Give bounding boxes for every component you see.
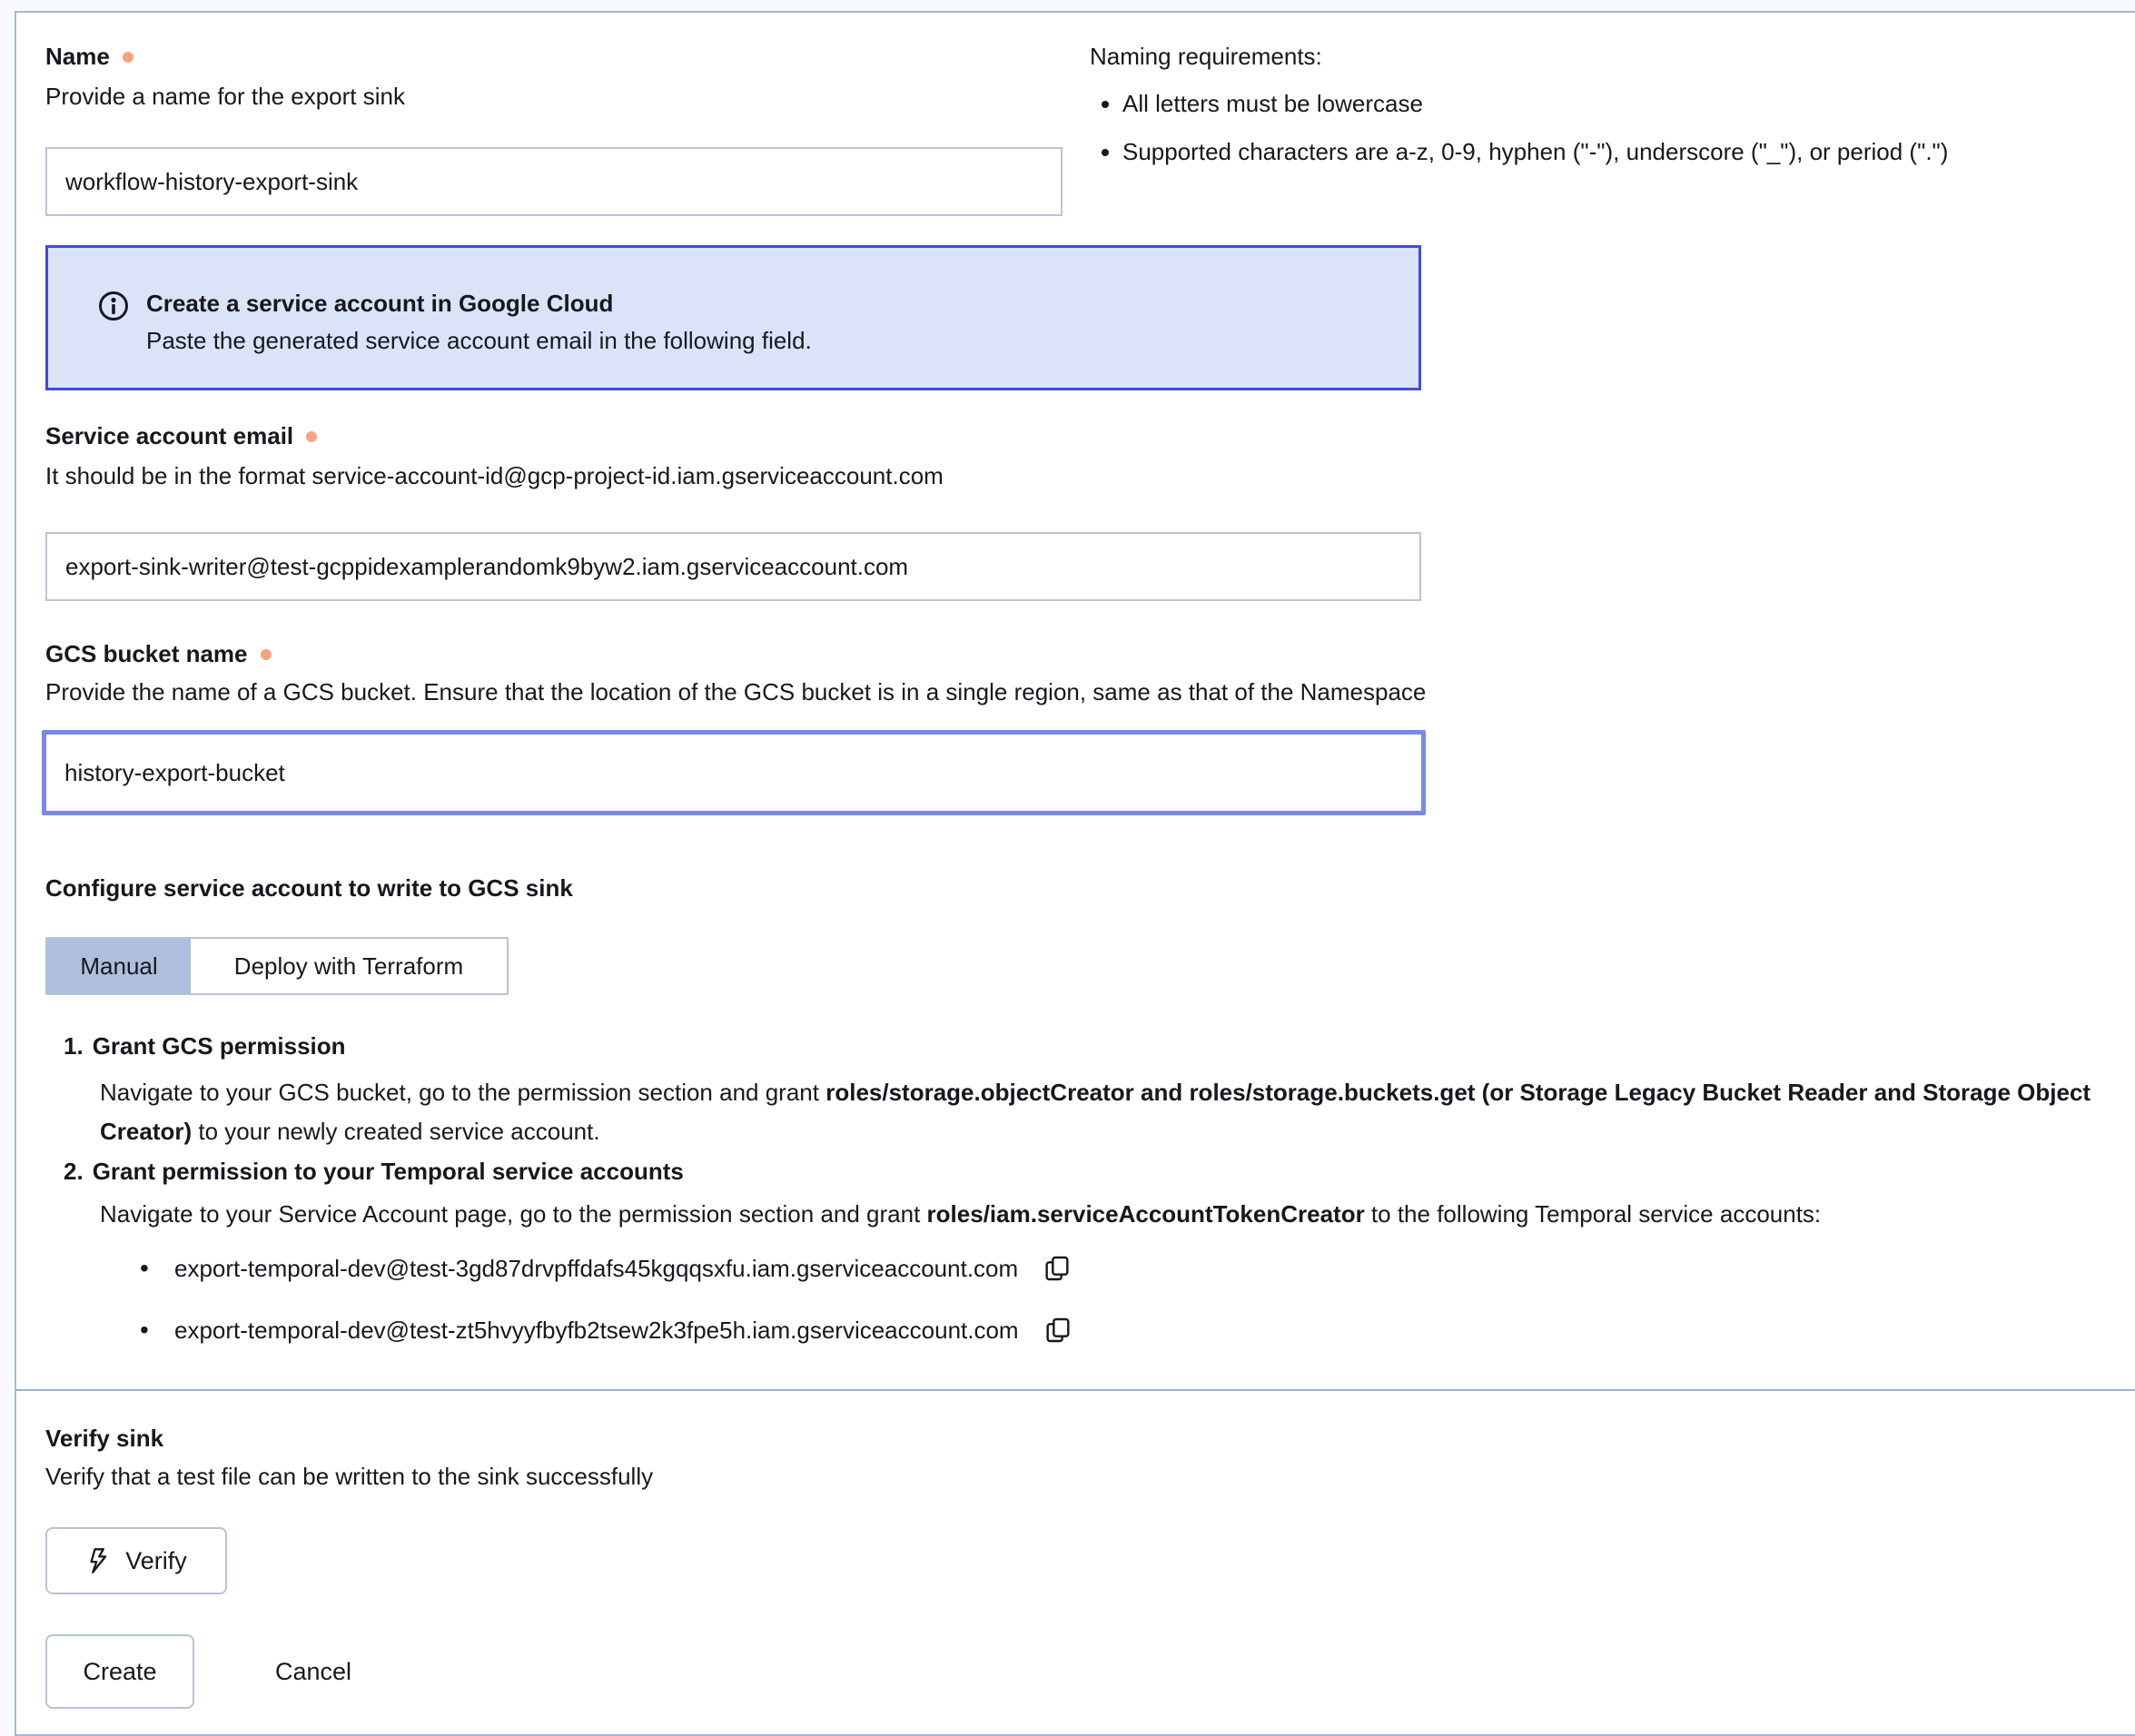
verify-button-label: Verify xyxy=(125,1546,187,1574)
step-2-body xyxy=(100,1195,2098,1234)
step-2-body-suffix: to the following Temporal service accounts: xyxy=(1364,1200,1822,1228)
info-banner-body: Paste the generated service account email in the following field. xyxy=(146,327,812,355)
export-sink-form-panel xyxy=(15,11,2135,1736)
service-account-help: It should be in the format service-account-id@gcp-project-id.iam.gserviceaccount.com xyxy=(45,462,944,489)
configure-section-title: Configure service account to write to GCS sink xyxy=(45,874,573,902)
service-account-email-input[interactable]: export-sink-writer@test-gcppidexamplerandomk9byw2.iam.gserviceaccount.com xyxy=(45,532,1421,601)
name-input[interactable]: workflow-history-export-sink xyxy=(45,147,1063,216)
section-divider xyxy=(16,1389,2135,1391)
configure-tabs xyxy=(45,937,509,995)
info-banner xyxy=(45,245,1421,390)
verify-button[interactable] xyxy=(45,1527,227,1594)
info-banner-title: Create a service account in Google Cloud xyxy=(146,290,614,317)
step-2-title-row xyxy=(64,1155,684,1188)
step-2-title: Grant permission to your Temporal service accounts xyxy=(92,1158,684,1185)
step-1-body xyxy=(100,1073,2098,1151)
step-1-body-bold: roles/storage.objectCreator and roles/storage.buckets.get (or Storage Legacy Bucket Reader and Storage Object Creator) xyxy=(100,1079,2091,1145)
naming-requirements xyxy=(1090,40,2135,182)
verify-section-help: Verify that a test file can be written to the sink successfully xyxy=(45,1463,654,1490)
tab-manual[interactable]: Manual xyxy=(47,939,191,993)
step-2-body-prefix: Navigate to your Service Account page, go to the permission section and grant xyxy=(100,1200,927,1228)
name-field-label: Name xyxy=(45,43,110,70)
service-account-label-row xyxy=(45,419,317,452)
copy-button[interactable] xyxy=(1042,1253,1072,1284)
name-field-help: Provide a name for the export sink xyxy=(45,83,405,110)
bucket-label-row xyxy=(45,637,272,670)
gcs-bucket-input[interactable]: history-export-bucket xyxy=(42,730,1426,815)
step-1-number: 1. xyxy=(64,1032,84,1060)
step-1-body-suffix: to your newly created service account. xyxy=(192,1117,600,1145)
cancel-button[interactable]: Cancel xyxy=(245,1634,381,1709)
info-icon xyxy=(97,290,130,322)
required-dot-icon xyxy=(306,431,317,442)
naming-requirement-item: • All letters must be lowercase xyxy=(1122,87,2135,120)
required-dot-icon xyxy=(123,52,133,63)
service-account-label: Service account email xyxy=(45,422,294,449)
temporal-service-account-row xyxy=(140,1315,1073,1346)
step-1-body-prefix: Navigate to your GCS bucket, go to the permission section and grant xyxy=(100,1079,826,1106)
verify-section-title: Verify sink xyxy=(45,1425,164,1452)
bucket-help: Provide the name of a GCS bucket. Ensure that the location of the GCS bucket is in a single region, same as that of the Namespace xyxy=(45,678,1427,705)
temporal-service-account-email: export-temporal-dev@test-3gd87drvpffdafs45kgqqsxfu.iam.gserviceaccount.com xyxy=(174,1254,1019,1282)
naming-requirements-title: Naming requirements: xyxy=(1090,43,1322,70)
step-1-title: Grant GCS permission xyxy=(92,1032,346,1060)
copy-button[interactable] xyxy=(1043,1315,1073,1346)
step-2-body-bold: roles/iam.serviceAccountTokenCreator xyxy=(926,1200,1365,1228)
create-button[interactable]: Create xyxy=(45,1634,194,1709)
required-dot-icon xyxy=(261,649,272,660)
name-field-label-row xyxy=(45,40,133,73)
step-2-number: 2. xyxy=(64,1158,84,1185)
tab-deploy-with-terraform[interactable]: Deploy with Terraform xyxy=(233,952,464,980)
step-1-title-row xyxy=(64,1030,346,1062)
bucket-label: GCS bucket name xyxy=(45,640,248,667)
temporal-service-account-email: export-temporal-dev@test-zt5hvyyfbyfb2tsew2k3fpe5h.iam.gserviceaccount.com xyxy=(174,1316,1019,1344)
bullet-icon xyxy=(140,1316,174,1345)
lightning-bolt-icon xyxy=(85,1547,111,1574)
temporal-service-account-row xyxy=(140,1253,1072,1284)
naming-requirement-item: • Supported characters are a-z, 0-9, hyphen ("-"), underscore ("_"), or period (".") xyxy=(1122,135,2135,168)
bullet-icon xyxy=(140,1254,174,1283)
